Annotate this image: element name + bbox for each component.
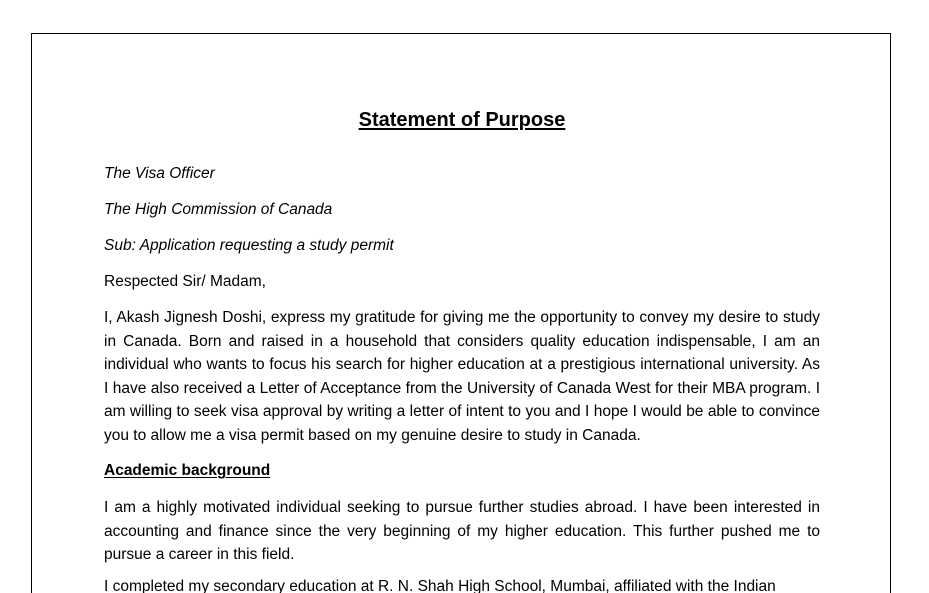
intro-paragraph: I, Akash Jignesh Doshi, express my gratitude for giving me the opportunity to convey my desire to study in Canada. Born and raised in a household that considers quality education indispensable, I am an individual who wants to focus his search for higher education at a prestigious international university. As I have also received a Letter of Acceptance from the University of Canada West for their MBA program. I am willing to seek visa approval by writing a letter of intent to you and I hope I would be able to convince you to allow me a visa permit based on my genuine desire to study in Canada. xyxy=(104,309,820,444)
salutation: Respected Sir/ Madam, xyxy=(104,273,266,290)
section-heading-academic-background: Academic background xyxy=(104,462,271,479)
document-title: Statement of Purpose xyxy=(358,109,566,131)
addressee-line-2: The High Commission of Canada xyxy=(104,201,333,218)
cut-off-paragraph-line: I completed my secondary education at R. N. Shah High School, Mumbai, affiliated with the Indian xyxy=(104,578,776,593)
addressee-line-1: The Visa Officer xyxy=(104,165,215,182)
subject-line: Sub: Application requesting a study permit xyxy=(104,237,394,254)
document-page xyxy=(31,33,891,593)
academic-paragraph: I am a highly motivated individual seeking to pursue further studies abroad. I have been interested in accounting and finance since the very beginning of my higher education. This further pushed me to pursue a career in this field. xyxy=(104,499,820,563)
